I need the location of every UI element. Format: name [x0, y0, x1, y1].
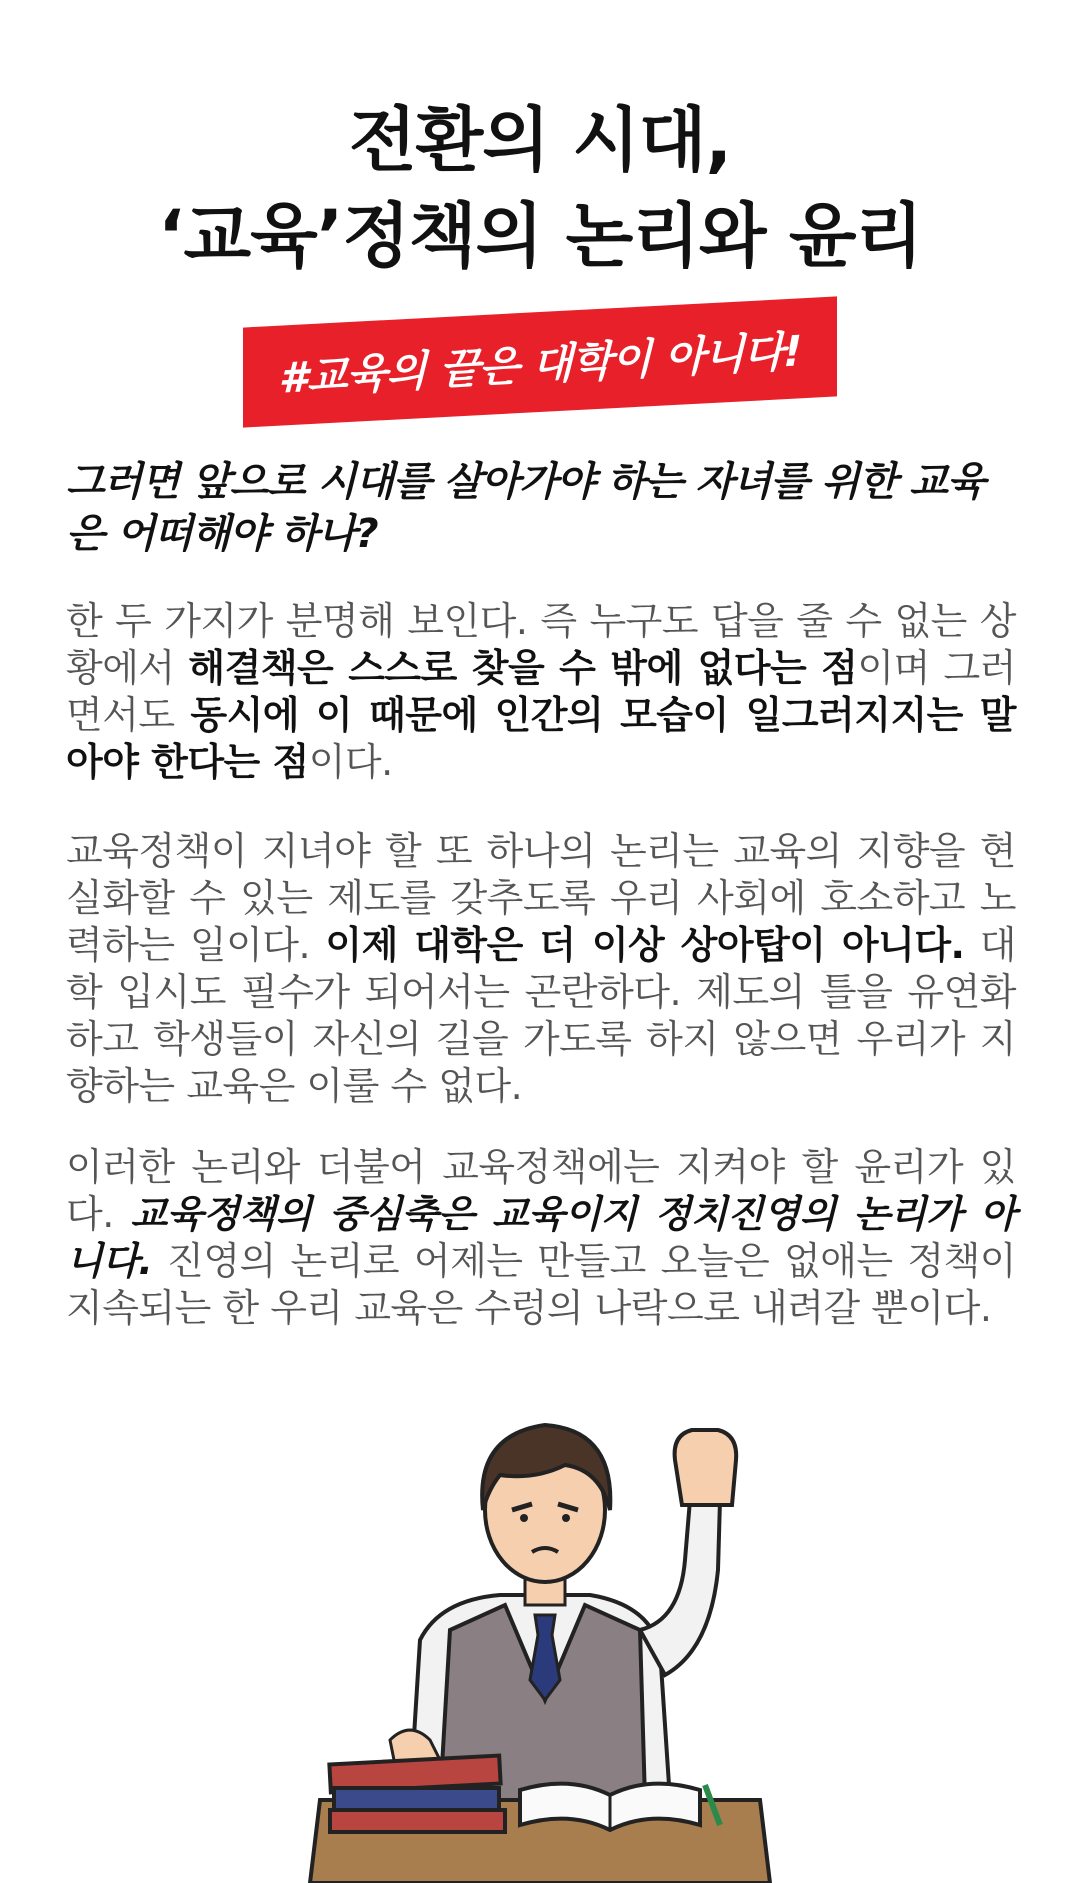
paragraph-1-emphasis-a: 해결책은 스스로 찾을 수 밖에 없다는 점 — [188, 646, 858, 690]
paragraph-1-text-a: 한 두 가지가 분명해 보인다. 즉 누구도 답을 줄 수 없는 상황에서 — [66, 599, 1016, 690]
paragraph-2-text-b: 대학 입시도 필수가 되어서는 곤란하다. 제도의 틀을 유연화하고 학생들이 자신의 길을 가도록 하지 않으면 우리가 지향하는 교육은 이룰 수 없다. — [66, 923, 1016, 1108]
paragraph-3-emphasis: 교육정책의 중심축은 교육이지 정치진영의 논리가 아니다. — [66, 1192, 1016, 1283]
title-line-1: 전환의 시대, — [348, 99, 732, 181]
paragraph-2-text-a: 교육정책이 지녀야 할 또 하나의 논리는 교육의 지향을 현실화할 수 있는 제도를 갖추도록 우리 사회에 호소하고 노력하는 일이다. — [66, 829, 1016, 967]
student-fist-raised-icon — [300, 1400, 780, 1883]
question-heading: 그러면 앞으로 시대를 살아가야 하는 자녀를 위한 교육은 어떠해야 하나? — [66, 459, 985, 557]
paragraph-1-emphasis-b: 동시에 이 때문에 인간의 모습이 일그러지지는 말아야 한다는 점 — [66, 693, 1016, 784]
paragraph-2-emphasis: 이제 대학은 더 이상 상아탑이 아니다. — [325, 923, 965, 967]
paragraph-1-text-c: 이다. — [308, 740, 393, 784]
title-line-2: ‘교육’정책의 논리와 윤리 — [157, 195, 923, 277]
paragraph-3-text-a: 이러한 논리와 더불어 교육정책에는 지켜야 할 윤리가 있다. — [66, 1145, 1016, 1236]
paragraph-3-text-b: 진영의 논리로 어제는 만들고 오늘은 없애는 정책이 지속되는 한 우리 교육은 수렁의 나락으로 내려갈 뿐이다. — [66, 1239, 1016, 1330]
hashtag-banner-text: #교육의 끝은 대학이 아니다! — [278, 326, 802, 403]
hashtag-banner — [243, 296, 837, 427]
paragraph-2 — [66, 828, 1016, 1110]
page-title — [0, 92, 1080, 284]
paragraph-3 — [66, 1144, 1016, 1332]
paragraph-1 — [66, 598, 1016, 786]
paragraph-1-text-b: 이며 그러면서도 — [66, 646, 1016, 737]
